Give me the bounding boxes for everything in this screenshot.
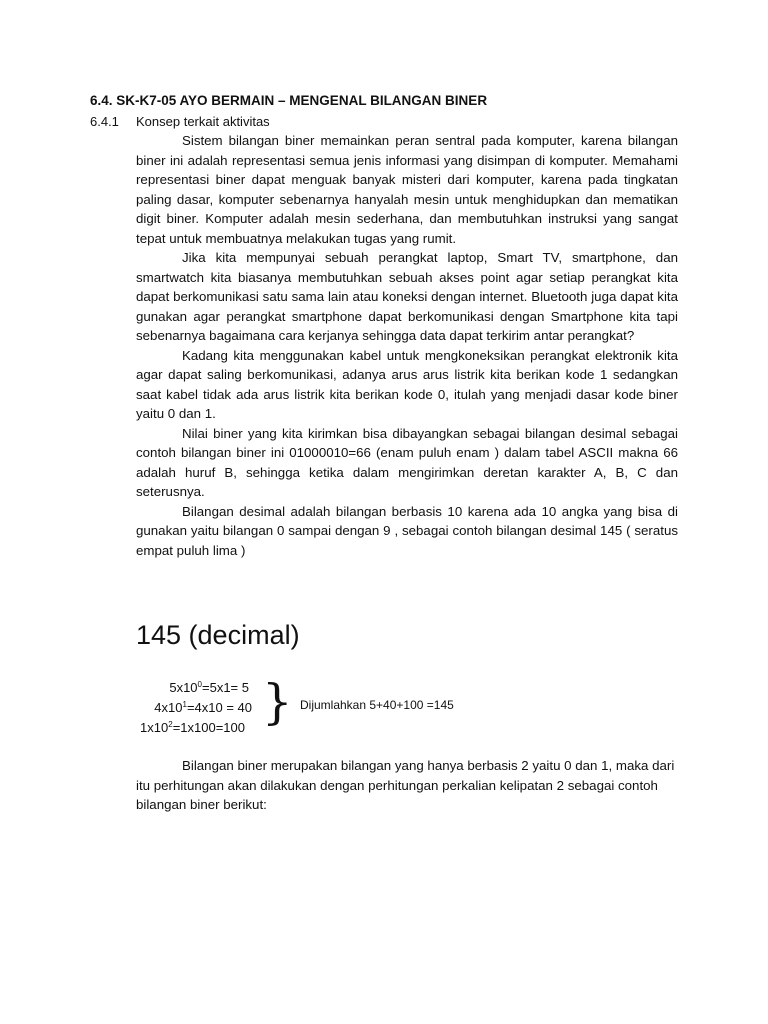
expansion-row: $1x10^2=1x100=100$ bbox=[140, 720, 245, 735]
closing-text bbox=[136, 756, 678, 815]
decimal-expansion bbox=[130, 678, 252, 738]
expansion-row: $5x10^0=5x1= 5$ bbox=[169, 680, 249, 695]
subsection-heading bbox=[90, 114, 270, 129]
paragraph: Bilangan desimal adalah bilangan berbasis 10 karena ada 10 angka yang bisa di gunakan yaitu bilangan 0 sampai dengan 9 , sebagai contoh bilangan desimal 145 ( seratus empat puluh lima ) bbox=[136, 503, 678, 558]
paragraph: Jika kita mempunyai sebuah perangkat laptop, Smart TV, smartphone, dan smartwatch kita biasanya membutuhkan sebuah akses point agar setiap perangkat kita dapat berkomunikasi satu sama lain atau koneksi dengan internet. Bluetooth juga dapat kita gunakan agar perangkat smartphone dapat berkomunikasi dengan Smartphone kita tapi sebenarnya bagaimana cara kerjanya sehingga data dapat terkirim antar perangkat? bbox=[136, 250, 678, 343]
paragraph: Nilai biner yang kita kirimkan bisa dibayangkan sebagai bilangan desimal sebagai contoh bilangan biner ini 01000010=66 (enam puluh enam ) dalam tabel ASCII makna 66 adalah huruf B, sehingga ketika dalam mengirimkan deretan karakter A, B, C dan seterusnya. bbox=[136, 425, 678, 499]
subsection-title: Konsep terkait aktivitas bbox=[136, 114, 270, 129]
paragraph: Sistem bilangan biner memainkan peran sentral pada komputer, karena bilangan biner ini adalah representasi semua jenis informasi yang disimpan di komputer. Memahami representasi biner dapat menguak banyak misteri dari komputer, karena pada tingkatan paling dasar, komputer sebenarnya hanyalah mesin untuk menghidupkan dan mematikan digit biner. Komputer adalah mesin sederhana, dan membutuhkan instruksi yang sangat tepat untuk membuatnya melakukan tugas yang rumit. bbox=[136, 133, 678, 246]
curly-brace: } bbox=[262, 674, 293, 730]
expansion-row: $4x10^1=4x10 = 40$ bbox=[154, 700, 252, 715]
decimal-example-title: 145 (decimal) bbox=[136, 620, 300, 650]
paragraph: Bilangan biner merupakan bilangan yang hanya berbasis 2 yaitu 0 dan 1, maka dari itu perhitungan akan dilakukan dengan perhitungan perkalian kelipatan 2 sebagai contoh bilangan biner berikut: bbox=[136, 758, 675, 812]
subsection-number: 6.4.1 bbox=[90, 114, 119, 129]
paragraph: Kadang kita menggunakan kabel untuk mengkoneksikan perangkat elektronik kita agar dapat saling berkomunikasi, adanya arus arus listrik kita berikan kode 1 sedangkan saat kabel tidak ada arus listrik kita berikan kode 0, itulah yang menjadi dasar kode biner yaitu 0 dan 1. bbox=[136, 347, 678, 421]
body-text bbox=[136, 131, 678, 560]
section-heading: 6.4. SK-K7-05 AYO BERMAIN – MENGENAL BILANGAN BINER bbox=[90, 93, 488, 108]
sum-label: Dijumlahkan 5+40+100 =145 bbox=[300, 698, 454, 712]
